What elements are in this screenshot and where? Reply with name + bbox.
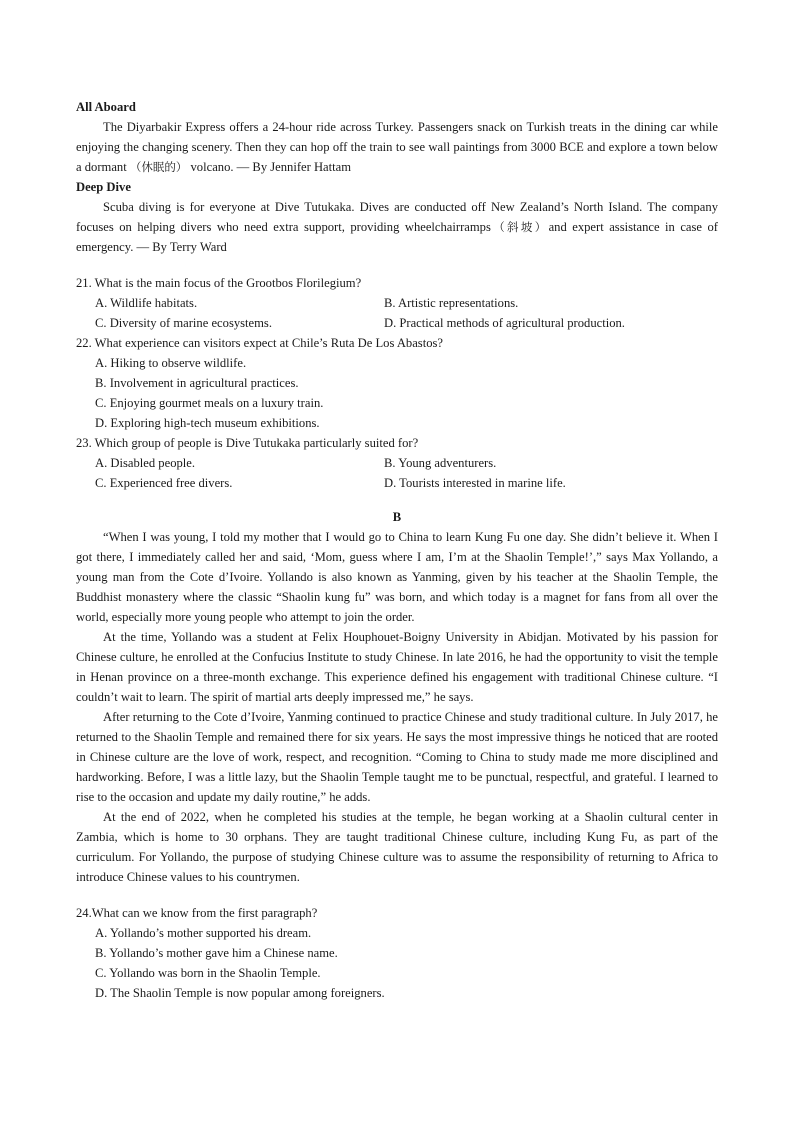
option-d: D. Practical methods of agricultural production. xyxy=(384,316,625,330)
option-b: B. Artistic representations. xyxy=(384,296,519,310)
question-21 xyxy=(76,273,718,333)
spacer xyxy=(76,257,718,273)
question-stem: 22. What experience can visitors expect at Chile’s Ruta De Los Abastos? xyxy=(76,336,443,350)
option-a: A. Yollando’s mother supported his dream. xyxy=(95,926,312,940)
all-aboard-gloss: （休眠的） xyxy=(129,160,188,174)
all-aboard-text xyxy=(76,117,718,177)
option-a: A. Wildlife habitats. xyxy=(95,296,198,310)
spacer xyxy=(76,887,718,903)
option-c: C. Yollando was born in the Shaolin Temple. xyxy=(95,966,321,980)
section-b-heading: B xyxy=(392,510,402,524)
option-a: A. Disabled people. xyxy=(95,456,196,470)
question-22 xyxy=(76,333,718,433)
deep-dive-text-after: and expert assistance in case of emergency. — By Terry Ward xyxy=(76,220,718,254)
passage-b-paragraph-2: At the time, Yollando was a student at Felix Houphouet-Boigny University in Abidjan. Motivated by his passion for Chinese culture, he enrolled at the Confucius Institute to study Chinese. In late 2016, he had the opportunity to visit the temple in Henan province on a three-month exchange. This experience defined his engagement with traditional Chinese culture. “I couldn’t wait to learn. The spirit of martial arts deeply impressed me,” he says. xyxy=(76,630,718,704)
option-b: B. Involvement in agricultural practices. xyxy=(95,376,299,390)
question-23 xyxy=(76,433,718,493)
question-options xyxy=(76,453,718,493)
passage-b-paragraph-4: At the end of 2022, when he completed his studies at the temple, he began working at a Shaolin cultural center in Zambia, which is home to 30 orphans. They are taught traditional Chinese culture, including Kung Fu, as part of the curriculum. For Yollando, the purpose of studying Chinese culture was to assume the responsibility of returning to Africa to introduce Chinese values to his countrymen. xyxy=(76,810,718,884)
all-aboard-text-after: volcano. — By Jennifer Hattam xyxy=(187,160,352,174)
question-stem: 24.What can we know from the first paragraph? xyxy=(76,906,318,920)
option-d: D. Exploring high-tech museum exhibitions. xyxy=(95,416,320,430)
option-b: B. Yollando’s mother gave him a Chinese name. xyxy=(95,946,338,960)
question-options xyxy=(76,923,718,1003)
deep-dive-title: Deep Dive xyxy=(76,180,131,194)
question-options xyxy=(76,293,718,333)
option-c: C. Enjoying gourmet meals on a luxury train. xyxy=(95,396,324,410)
all-aboard-title: All Aboard xyxy=(76,100,136,114)
deep-dive-text-before: Scuba diving is for everyone at Dive Tutukaka. Dives are conducted off New Zealand’s North Island. The company focuses on helping divers who need extra support, providing wheelchairramps xyxy=(76,200,718,234)
question-stem: 21. What is the main focus of the Grootbos Florilegium? xyxy=(76,276,362,290)
question-stem: 23. Which group of people is Dive Tutukaka particularly suited for? xyxy=(76,436,419,450)
passage-b-paragraph-3: After returning to the Cote d’Ivoire, Yanming continued to practice Chinese and study traditional culture. In July 2017, he returned to the Shaolin Temple and remained there for six years. He says the most impressive things he noticed that are rooted in Chinese culture are the love of work, respect, and recognition. “Coming to China to study made me more disciplined and hardworking. Before, I was a little lazy, but the Shaolin Temple taught me to be punctual, respectful, and grateful. I learned to rise to the occasion and update my daily routine,” he adds. xyxy=(76,710,718,804)
deep-dive-text xyxy=(76,197,718,257)
option-a: A. Hiking to observe wildlife. xyxy=(95,356,247,370)
option-d: D. The Shaolin Temple is now popular among foreigners. xyxy=(95,986,385,1000)
all-aboard-text-before: The Diyarbakir Express offers a 24-hour ride across Turkey. Passengers snack on Turkish treats in the dining car while enjoying the changing scenery. Then they can hop off the train to see wall paintings from 3000 BCE and explore a town below a dormant xyxy=(76,120,718,174)
option-d: D. Tourists interested in marine life. xyxy=(384,476,566,490)
option-c: C. Experienced free divers. xyxy=(95,476,233,490)
passage-b-paragraph-1: “When I was young, I told my mother that I would go to China to learn Kung Fu one day. She didn’t believe it. When I got there, I immediately called her and said, ‘Mom, guess where I am, I’m at the Shaolin Temple!’,” says Max Yollando, a young man from the Cote d’Ivoire. Yollando is also known as Yanming, given by his teacher at the Shaolin Temple, the Buddhist monastery where the classic “Shaolin kung fu” was born, and which today is a magnet for fans from all over the world, especially more young people who attempt to join the order. xyxy=(76,530,718,624)
question-24 xyxy=(76,903,718,1003)
exam-page xyxy=(76,97,718,1003)
deep-dive-gloss: （斜坡） xyxy=(490,220,549,234)
option-c: C. Diversity of marine ecosystems. xyxy=(95,316,272,330)
question-options xyxy=(76,353,718,433)
option-b: B. Young adventurers. xyxy=(384,456,497,470)
